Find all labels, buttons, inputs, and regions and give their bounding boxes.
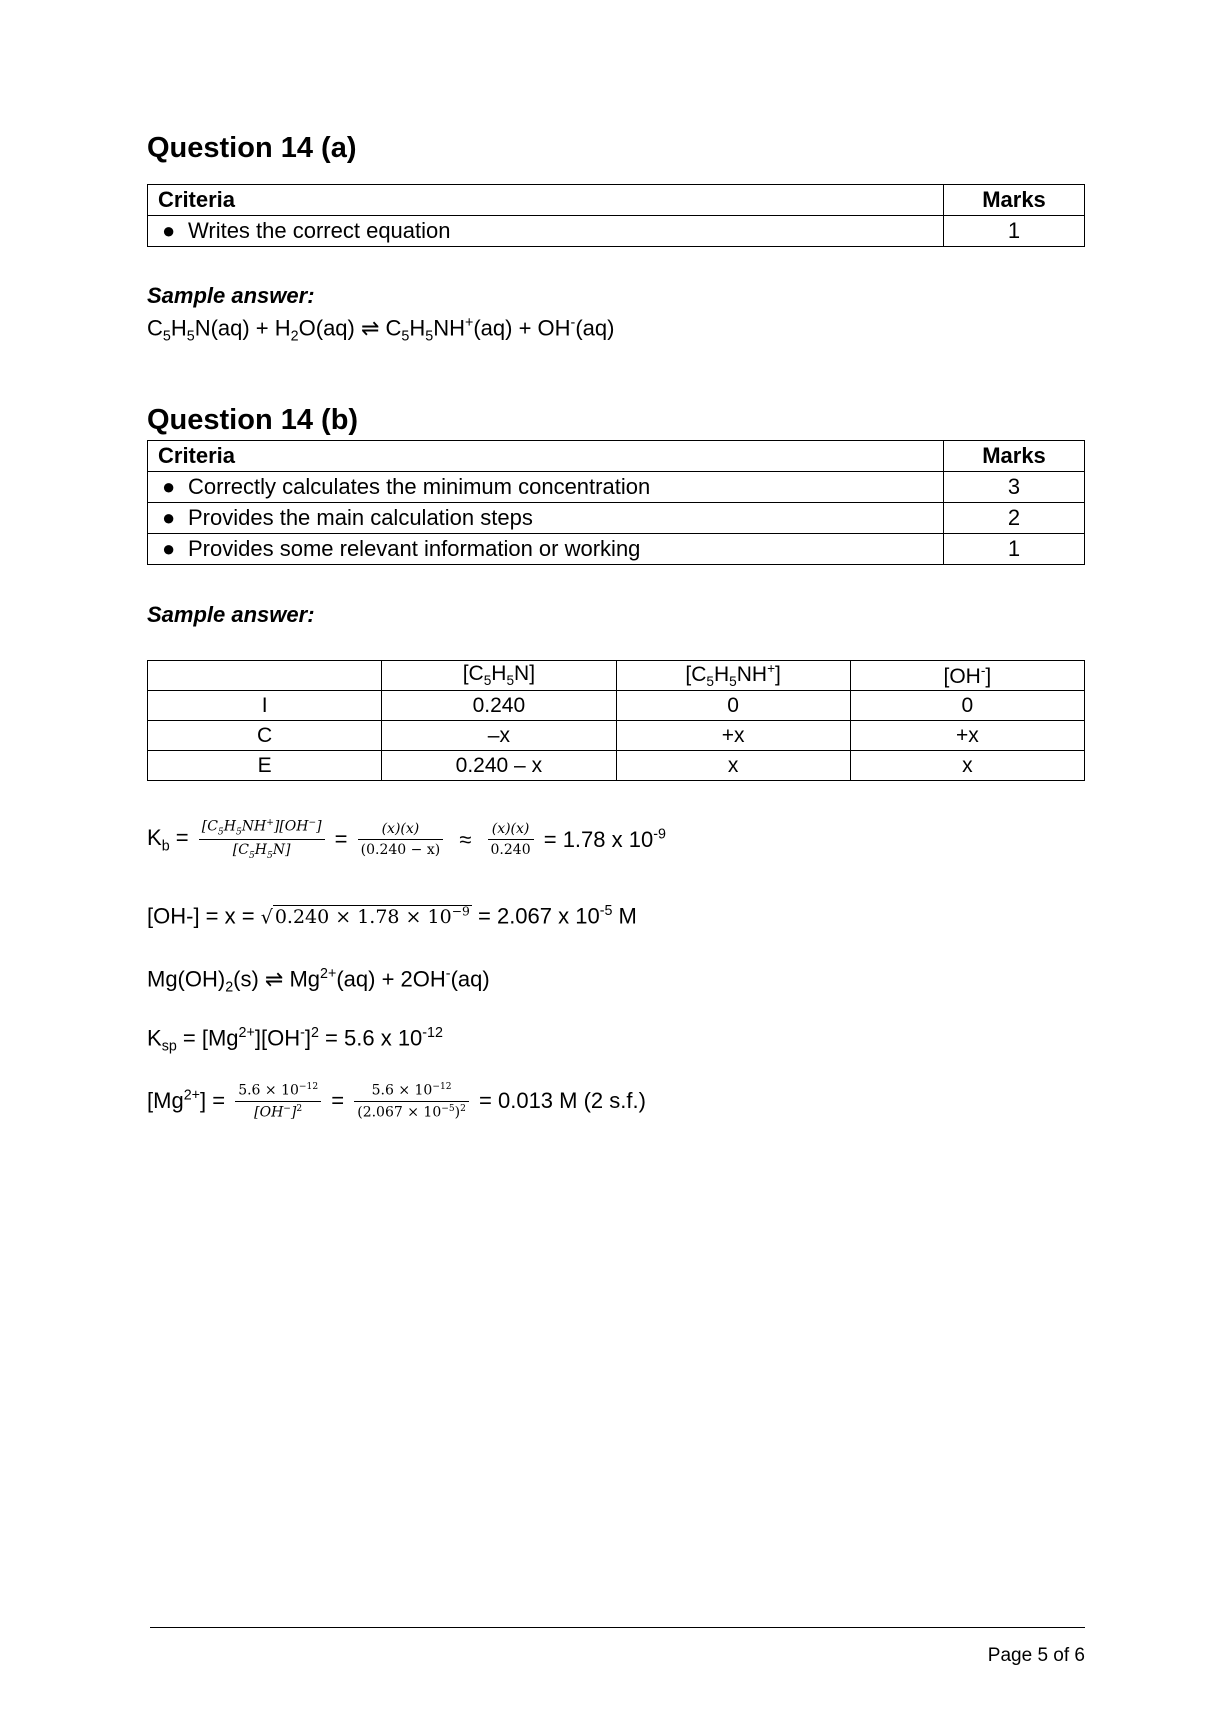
- ice-col-c5h5nh: $[C_5H_5NH^+]$: [616, 661, 850, 691]
- ice-cell: x: [850, 751, 1084, 781]
- kb-fraction-3: $\frac{(x)(x)}{0.240}$: [488, 821, 534, 858]
- kb-value: = 1.78 x 10: [543, 826, 654, 852]
- q14b-title: Question 14 (b): [147, 404, 359, 436]
- q14a-equation: $C_5H_5N(aq) + H_2O(aq)$ ⇌ $C_5H_5NH^+(aq) + OH^-(aq)$: [147, 315, 615, 345]
- ice-row-label: E: [148, 751, 382, 781]
- ice-row-label: I: [148, 691, 382, 721]
- footer-divider: [150, 1627, 1085, 1628]
- oh-prefix: [OH-] = x =: [147, 903, 261, 929]
- ice-cell: 0.240: [382, 691, 616, 721]
- marks-value: 1: [944, 216, 1085, 247]
- q14a-criteria-table: [147, 184, 1085, 247]
- q14b-criteria-table: [147, 440, 1085, 565]
- kb-fraction-2: $\frac{(x)(x)}{(0.240 - x)}$: [358, 821, 444, 858]
- table-row: [148, 534, 1085, 565]
- ice-header-row: [148, 661, 1085, 691]
- bullet-icon: ●: [162, 474, 176, 499]
- oh-sqrt-arg: 0.240 × 1.78 × 10: [274, 906, 452, 929]
- mg-fraction-2: $\frac{5.6 \times 10^{-12}}{(2.067 \times 10^{-5})^2}$: [354, 1082, 469, 1120]
- ksp-expression: $K_{sp} = [Mg^{2+}][OH^-]^2 = 5.6$ x $10^{-12}$: [147, 1025, 443, 1055]
- ice-row-label: C: [148, 721, 382, 751]
- kb-expression: $K_b$ = $\frac{[C_5H_5NH^+][OH^-]}{[C_5H_5N]}$ = $\frac{(x)(x)}{(0.240 - x)}$ ≈ $\frac{(x)(x)}{0.240}$ = 1.78 x $10^{-9}$: [147, 818, 666, 862]
- marks-header: Marks: [944, 185, 1085, 216]
- mgoh2-equation: $Mg(OH)_2(s)$ ⇌ $Mg^{2+}(aq) + 2OH^-(aq)$: [147, 966, 490, 996]
- ksp-value: = 5.6 x 10: [318, 1025, 423, 1051]
- mg-calculation: $[Mg^{2+}]$ = $\frac{5.6 \times 10^{-12}}{[OH^-]^2}$ = $\frac{5.6 \times 10^{-12}}{(2.067 \times 10^{-5})^2}$ = 0.013 M (2 s.f.): [147, 1082, 646, 1121]
- oh-result: = 2.067 x 10: [471, 903, 600, 929]
- ice-corner: [148, 661, 382, 691]
- table-row: [148, 503, 1085, 534]
- bullet-icon: ●: [162, 218, 176, 243]
- table-row: [148, 691, 1085, 721]
- marks-value: 2: [944, 503, 1085, 534]
- q14a-sample-label: Sample answer:: [147, 283, 315, 308]
- bullet-icon: ●: [162, 536, 176, 561]
- table-row: [148, 751, 1085, 781]
- bullet-icon: ●: [162, 505, 176, 530]
- criteria-text: Provides the main calculation steps: [188, 505, 533, 530]
- page-number: Page 5 of 6: [987, 1645, 1085, 1666]
- ice-cell: –x: [382, 721, 616, 751]
- mg-result: = 0.013 M (2 s.f.): [479, 1088, 646, 1114]
- ice-cell: +x: [616, 721, 850, 751]
- oh-calculation: [OH-] = x = √ $0.240 \times 1.78 \times 10^{-9} = 2.067$ x $10^{-5}$ M: [147, 903, 637, 929]
- ice-cell: 0: [850, 691, 1084, 721]
- marks-header: Marks: [944, 441, 1085, 472]
- ice-cell: 0: [616, 691, 850, 721]
- q14a-title: Question 14 (a): [147, 132, 357, 164]
- ice-cell: +x: [850, 721, 1084, 751]
- marks-value: 1: [944, 534, 1085, 565]
- criteria-text: Correctly calculates the minimum concentration: [188, 474, 651, 499]
- ice-cell: 0.240 – x: [382, 751, 616, 781]
- kb-fraction-1: $\frac{[C_5H_5NH^+][OH^-]}{[C_5H_5N]}$: [199, 818, 325, 861]
- q14b-sample-label: Sample answer:: [147, 602, 315, 627]
- table-row: [148, 216, 1085, 247]
- criteria-header: Criteria: [148, 185, 944, 216]
- criteria-header: Criteria: [148, 441, 944, 472]
- criteria-text: Provides some relevant information or working: [188, 536, 641, 561]
- criteria-text: Writes the correct equation: [188, 218, 451, 243]
- ice-table: [147, 660, 1085, 781]
- ice-cell: x: [616, 751, 850, 781]
- table-row: [148, 721, 1085, 751]
- ice-col-oh: [OH-]: [850, 661, 1084, 691]
- marks-value: 3: [944, 472, 1085, 503]
- table-row: [148, 472, 1085, 503]
- ice-col-c5h5n: $[C_5H_5N]$: [382, 661, 616, 691]
- mg-fraction-1: $\frac{5.6 \times 10^{-12}}{[OH^-]^2}$: [235, 1082, 321, 1120]
